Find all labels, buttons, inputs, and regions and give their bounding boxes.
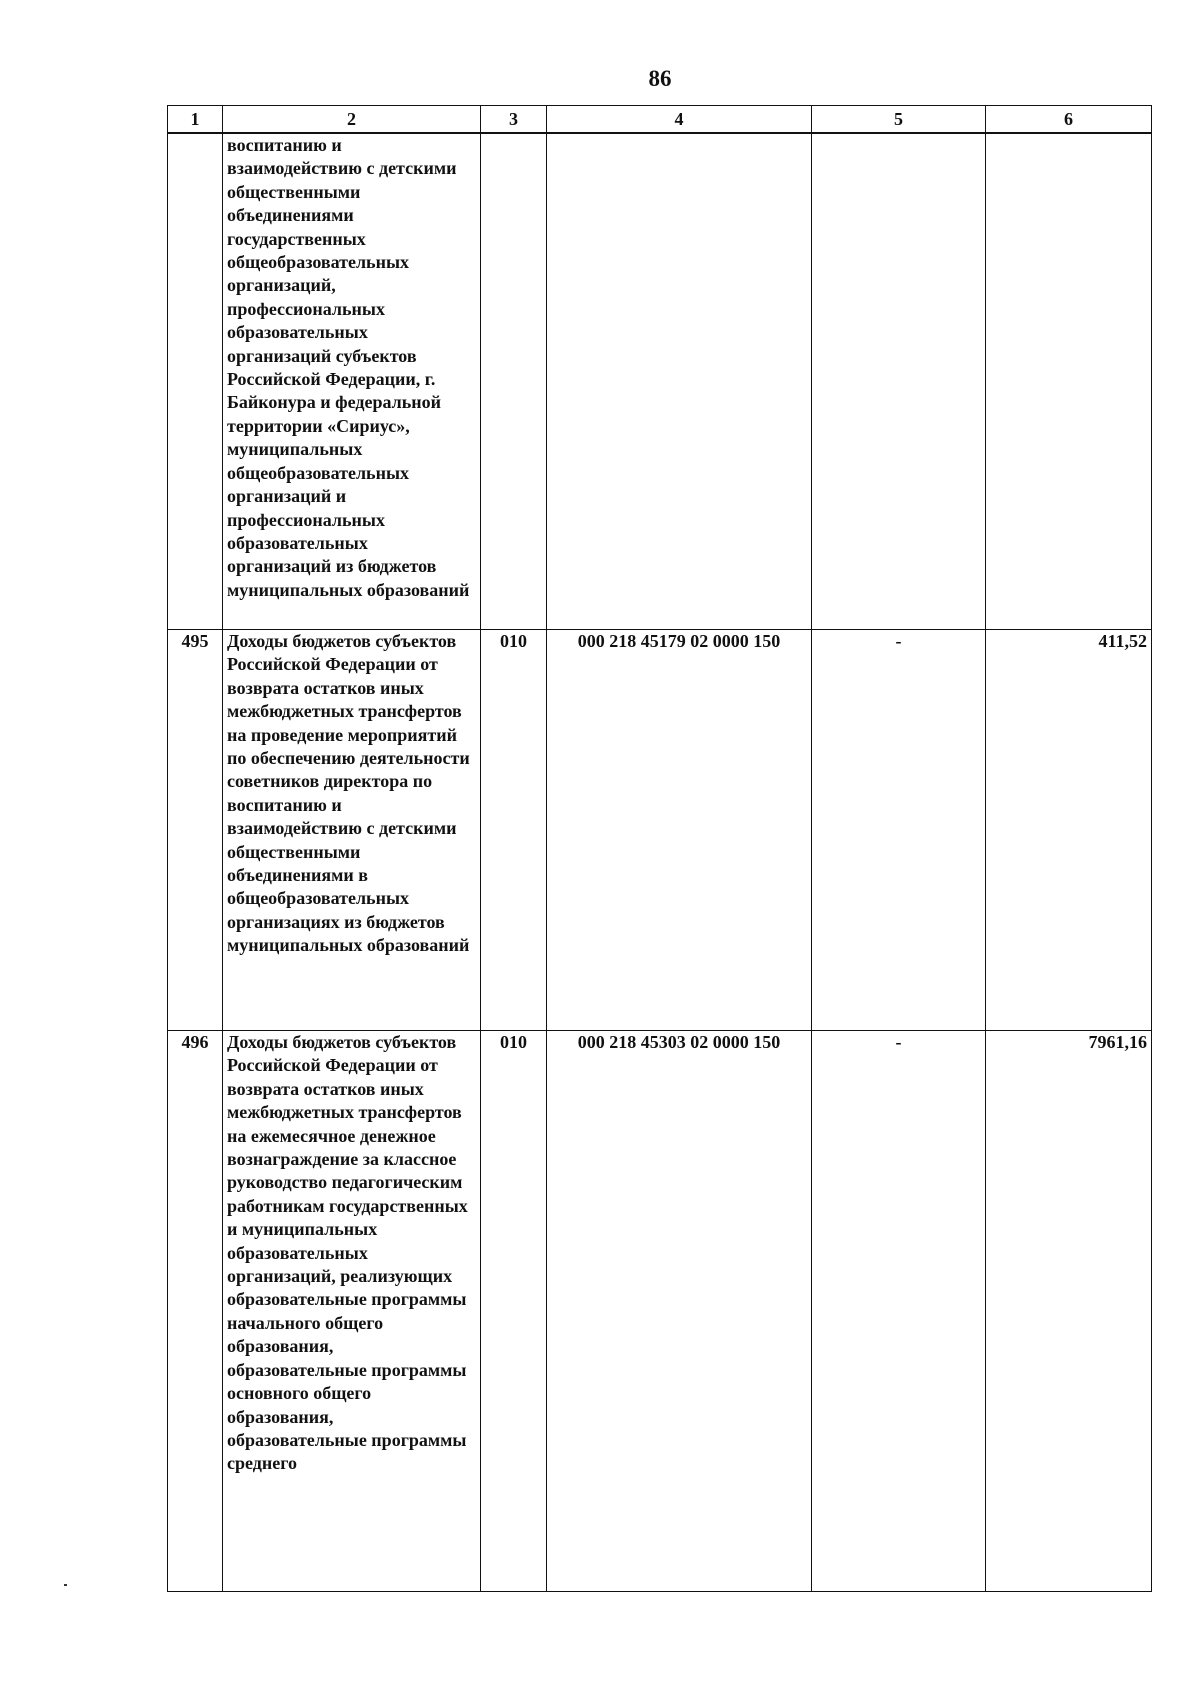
header-row	[168, 106, 1152, 134]
row-code: 010	[481, 630, 547, 1031]
row-col6-value: 411,52	[986, 630, 1152, 1031]
row-col6-value	[986, 133, 1152, 630]
row-number: 495	[168, 630, 223, 1031]
header-col-3: 3	[481, 106, 547, 134]
table-row	[168, 630, 1152, 1031]
row-code	[481, 133, 547, 630]
header-col-5: 5	[812, 106, 986, 134]
row-budget-code	[547, 133, 812, 630]
row-number: 496	[168, 1031, 223, 1592]
row-description: воспитанию и взаимодействию с детскими общественными объединениями государственных общеобразовательных организаций, профессиональных образовательных организаций субъектов Российской Федерации, г. Байконура и федеральной территории «Сириус», муниципальных общеобразовательных организаций и профессиональных образовательных организаций из бюджетов муниципальных образований	[223, 133, 481, 630]
row-col6-value: 7961,16	[986, 1031, 1152, 1592]
row-budget-code: 000 218 45303 02 0000 150	[547, 1031, 812, 1592]
row-description: Доходы бюджетов субъектов Российской Федерации от возврата остатков иных межбюджетных трансфертов на проведение мероприятий по обеспечению деятельности советников директора по воспитанию и взаимодействию с детскими общественными объединениями в общеобразовательных организациях из бюджетов муниципальных образований	[223, 630, 481, 1031]
table-row	[168, 1031, 1152, 1592]
table-row	[168, 133, 1152, 630]
header-col-2: 2	[223, 106, 481, 134]
page-number: 86	[648, 66, 672, 91]
header-col-1: 1	[168, 106, 223, 134]
budget-table	[167, 105, 1152, 1592]
row-col5-value: -	[812, 630, 986, 1031]
row-description: Доходы бюджетов субъектов Российской Федерации от возврата остатков иных межбюджетных трансфертов на ежемесячное денежное вознаграждение за классное руководство педагогическим работникам государственных и муниципальных образовательных организаций, реализующих образовательные программы начального общего образования, образовательные программы основного общего образования, образовательные программы среднего	[223, 1031, 481, 1592]
row-number	[168, 133, 223, 630]
row-col5-value	[812, 133, 986, 630]
row-budget-code: 000 218 45179 02 0000 150	[547, 630, 812, 1031]
margin-mark	[64, 1584, 67, 1586]
header-col-6: 6	[986, 106, 1152, 134]
row-col5-value: -	[812, 1031, 986, 1592]
header-col-4: 4	[547, 106, 812, 134]
row-code: 010	[481, 1031, 547, 1592]
